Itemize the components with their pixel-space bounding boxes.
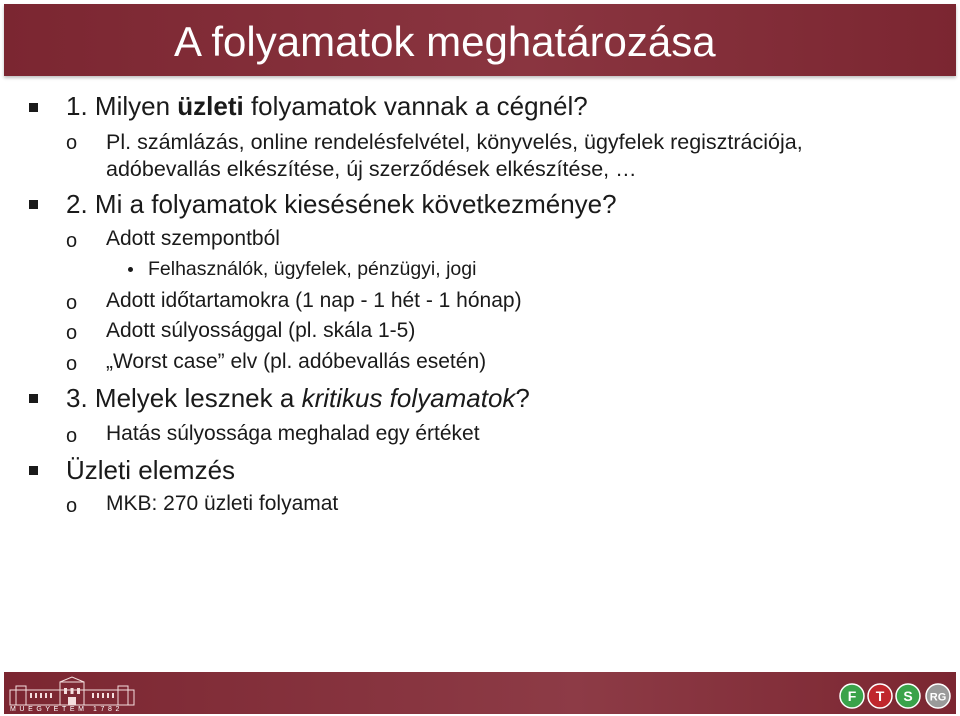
logo-s-text: S	[903, 688, 913, 704]
sub-item-worst-case: „Worst case” elv (pl. adóbevallás esetén)	[106, 350, 487, 373]
slide-title: A folyamatok meghatározása	[174, 18, 716, 65]
circle-bullet-icon: o	[66, 425, 78, 447]
fts-rg-logos	[838, 679, 956, 713]
bullet-item-2: 2. Mi a folyamatok kiesésének következménye?	[66, 189, 617, 219]
logo-t-text: T	[875, 688, 885, 704]
emphasis-bold: üzleti	[177, 91, 244, 121]
dot-bullet-icon	[128, 267, 133, 272]
circle-bullet-icon: o	[66, 132, 78, 154]
logo-f-text: F	[847, 688, 857, 704]
sub-item-severity: Adott súlyossággal (pl. skála 1-5)	[106, 319, 416, 342]
circle-bullet-icon: o	[66, 353, 78, 375]
emphasis-italic: kritikus folyamatok	[301, 383, 516, 413]
square-bullet-icon	[29, 103, 38, 112]
bullet-item-business-analysis: Üzleti elemzés	[66, 455, 236, 485]
sub-item-impact-threshold: Hatás súlyossága meghalad egy értéket	[106, 422, 480, 445]
logo-rg-text: RG	[929, 691, 947, 704]
university-building-icon	[8, 676, 136, 706]
square-bullet-icon	[29, 394, 38, 403]
sub-item-examples-continued: adóbevallás elkészítése, új szerződések elkészítése, …	[106, 157, 637, 181]
logo-f-icon	[840, 684, 864, 708]
bullet-item-1: 1. Milyen üzleti folyamatok vannak a cégnél?	[66, 91, 588, 121]
circle-bullet-icon: o	[66, 322, 78, 344]
circle-bullet-icon: o	[66, 495, 78, 517]
sub-item-perspective: Adott szempontból	[106, 227, 280, 250]
sub-item-examples: Pl. számlázás, online rendelésfelvétel, könyvelés, ügyfelek regisztrációja,	[106, 130, 803, 154]
bullet-item-3: 3. Melyek lesznek a kritikus folyamatok?	[66, 383, 530, 413]
square-bullet-icon	[29, 200, 38, 209]
sub-item-mkb: MKB: 270 üzleti folyamat	[106, 492, 339, 515]
logo-s-icon	[896, 684, 920, 708]
sub-sub-item-stakeholders: Felhasználók, ügyfelek, pénzügyi, jogi	[148, 258, 477, 280]
university-caption: MŰEGYETEM 1782	[10, 706, 124, 713]
sub-item-durations: Adott időtartamokra (1 nap - 1 hét - 1 hónap)	[106, 289, 522, 312]
logo-rg-icon	[926, 684, 950, 708]
circle-bullet-icon: o	[66, 230, 78, 252]
circle-bullet-icon: o	[66, 292, 78, 314]
square-bullet-icon	[29, 466, 38, 475]
footer-bar	[4, 672, 956, 714]
logo-t-icon	[868, 684, 892, 708]
